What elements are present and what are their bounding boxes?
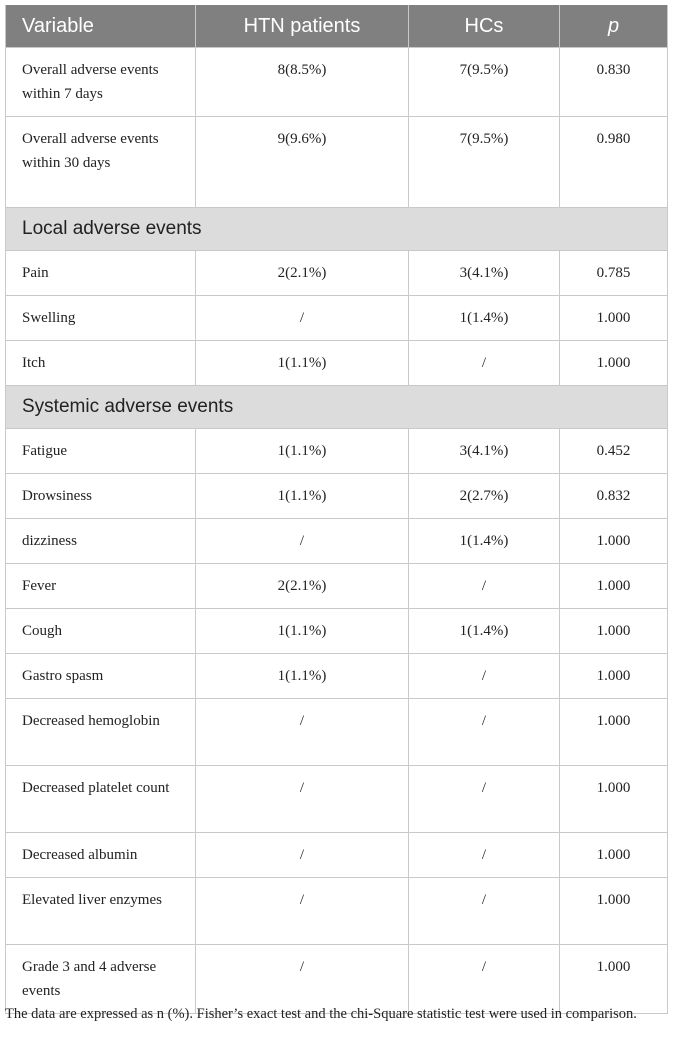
cell-hcs: 1(1.4%) (409, 519, 560, 564)
cell-hcs: 3(4.1%) (409, 251, 560, 296)
table-row (6, 429, 668, 474)
cell-p: 0.452 (560, 429, 668, 474)
cell-variable: Gastro spasm (6, 654, 196, 699)
cell-p: 1.000 (560, 945, 668, 1014)
cell-variable: dizziness (6, 519, 196, 564)
cell-htn: 1(1.1%) (196, 429, 409, 474)
cell-htn: 2(2.1%) (196, 564, 409, 609)
cell-htn: / (196, 945, 409, 1014)
cell-variable: Pain (6, 251, 196, 296)
cell-htn: 1(1.1%) (196, 474, 409, 519)
cell-htn: 1(1.1%) (196, 609, 409, 654)
cell-hcs: 7(9.5%) (409, 48, 560, 117)
cell-hcs: / (409, 945, 560, 1014)
adverse-events-table-container (5, 5, 667, 1014)
section-row-systemic (6, 386, 668, 429)
cell-variable: Decreased hemoglobin (6, 699, 196, 766)
cell-hcs: / (409, 766, 560, 833)
cell-p: 1.000 (560, 296, 668, 341)
cell-hcs: / (409, 564, 560, 609)
cell-htn: / (196, 766, 409, 833)
table-footnote: The data are expressed as n (%). Fisher’s exact test and the chi-Square statistic test were used in comparison. (5, 1006, 637, 1022)
table-row (6, 519, 668, 564)
cell-variable: Decreased albumin (6, 833, 196, 878)
table-row (6, 251, 668, 296)
cell-hcs: / (409, 833, 560, 878)
cell-hcs: 2(2.7%) (409, 474, 560, 519)
cell-p: 0.830 (560, 48, 668, 117)
cell-p: 1.000 (560, 766, 668, 833)
header-variable: Variable (6, 5, 196, 48)
cell-htn: 8(8.5%) (196, 48, 409, 117)
table-row (6, 564, 668, 609)
table-row (6, 609, 668, 654)
cell-htn: 1(1.1%) (196, 654, 409, 699)
cell-htn: 2(2.1%) (196, 251, 409, 296)
cell-hcs: 7(9.5%) (409, 117, 560, 208)
cell-variable: Fatigue (6, 429, 196, 474)
cell-p: 0.785 (560, 251, 668, 296)
cell-p: 1.000 (560, 833, 668, 878)
cell-hcs: / (409, 878, 560, 945)
cell-hcs: / (409, 341, 560, 386)
cell-htn: / (196, 519, 409, 564)
cell-p: 1.000 (560, 519, 668, 564)
cell-variable: Swelling (6, 296, 196, 341)
cell-variable: Drowsiness (6, 474, 196, 519)
table-row (6, 48, 668, 117)
cell-variable: Decreased platelet count (6, 766, 196, 833)
cell-p: 1.000 (560, 878, 668, 945)
cell-htn: 1(1.1%) (196, 341, 409, 386)
section-label-systemic: Systemic adverse events (6, 386, 668, 429)
table-row (6, 654, 668, 699)
header-htn-patients: HTN patients (196, 5, 409, 48)
section-label-local: Local adverse events (6, 208, 668, 251)
header-hcs: HCs (409, 5, 560, 48)
cell-variable: Overall adverse events within 7 days (6, 48, 196, 117)
cell-variable: Cough (6, 609, 196, 654)
cell-hcs: / (409, 654, 560, 699)
header-p-value: p (560, 5, 668, 48)
table-row (6, 474, 668, 519)
cell-p: 1.000 (560, 609, 668, 654)
cell-p: 1.000 (560, 564, 668, 609)
section-row-local (6, 208, 668, 251)
cell-htn: / (196, 296, 409, 341)
table-row (6, 833, 668, 878)
cell-p: 1.000 (560, 654, 668, 699)
cell-variable: Elevated liver enzymes (6, 878, 196, 945)
table-row (6, 878, 668, 945)
cell-htn: 9(9.6%) (196, 117, 409, 208)
cell-variable: Overall adverse events within 30 days (6, 117, 196, 208)
cell-p: 0.980 (560, 117, 668, 208)
cell-p: 0.832 (560, 474, 668, 519)
table-row (6, 341, 668, 386)
cell-htn: / (196, 878, 409, 945)
cell-hcs: 1(1.4%) (409, 296, 560, 341)
adverse-events-table (5, 5, 668, 1014)
table-row (6, 699, 668, 766)
table-row (6, 117, 668, 208)
cell-p: 1.000 (560, 699, 668, 766)
cell-variable: Itch (6, 341, 196, 386)
cell-hcs: 3(4.1%) (409, 429, 560, 474)
cell-htn: / (196, 833, 409, 878)
cell-variable: Grade 3 and 4 adverse events (6, 945, 196, 1014)
cell-p: 1.000 (560, 341, 668, 386)
cell-hcs: 1(1.4%) (409, 609, 560, 654)
table-row (6, 296, 668, 341)
cell-variable: Fever (6, 564, 196, 609)
cell-htn: / (196, 699, 409, 766)
table-header-row (6, 5, 668, 48)
table-row (6, 766, 668, 833)
cell-hcs: / (409, 699, 560, 766)
